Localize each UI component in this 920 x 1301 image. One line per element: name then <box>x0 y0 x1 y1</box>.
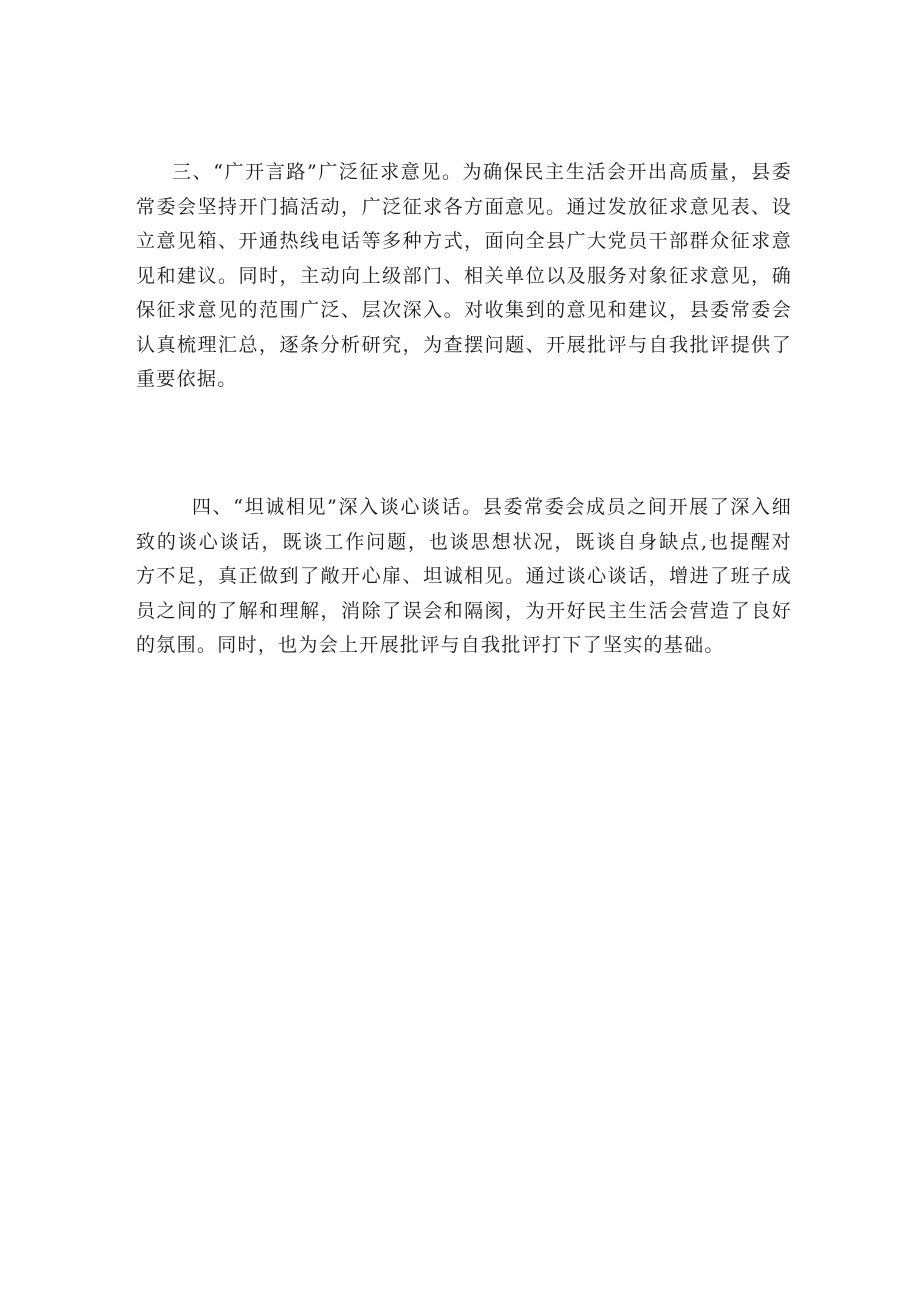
paragraph-section-four: 四、“坦诚相见”深入谈心谈话。县委常委会成员之间开展了深入细致的谈心谈话，既谈工作问题，也谈思想状况，既谈自身缺点,也提醒对方不足，真正做到了敞开心扉、坦诚相见。通过谈心谈话，增进了班子成员之间的了解和理解，消除了误会和隔阂，为开好民主生活会营造了良好的氛围。同时，也为会上开展批评与自我批评打下了坚实的基础。 <box>136 496 792 656</box>
paragraph-section-three: 三、“广开言路”广泛征求意见。为确保民主生活会开出高质量，县委常委会坚持开门搞活动，广泛征求各方面意见。通过发放征求意见表、设立意见箱、开通热线电话等多种方式，面向全县广大党员干部群众征求意见和建议。同时，主动向上级部门、相关单位以及服务对象征求意见，确保征求意见的范围广泛、层次深入。对收集到的意见和建议，县委常委会认真梳理汇总，逐条分析研究，为查摆问题、开展批评与自我批评提供了重要依据。 <box>136 161 792 390</box>
